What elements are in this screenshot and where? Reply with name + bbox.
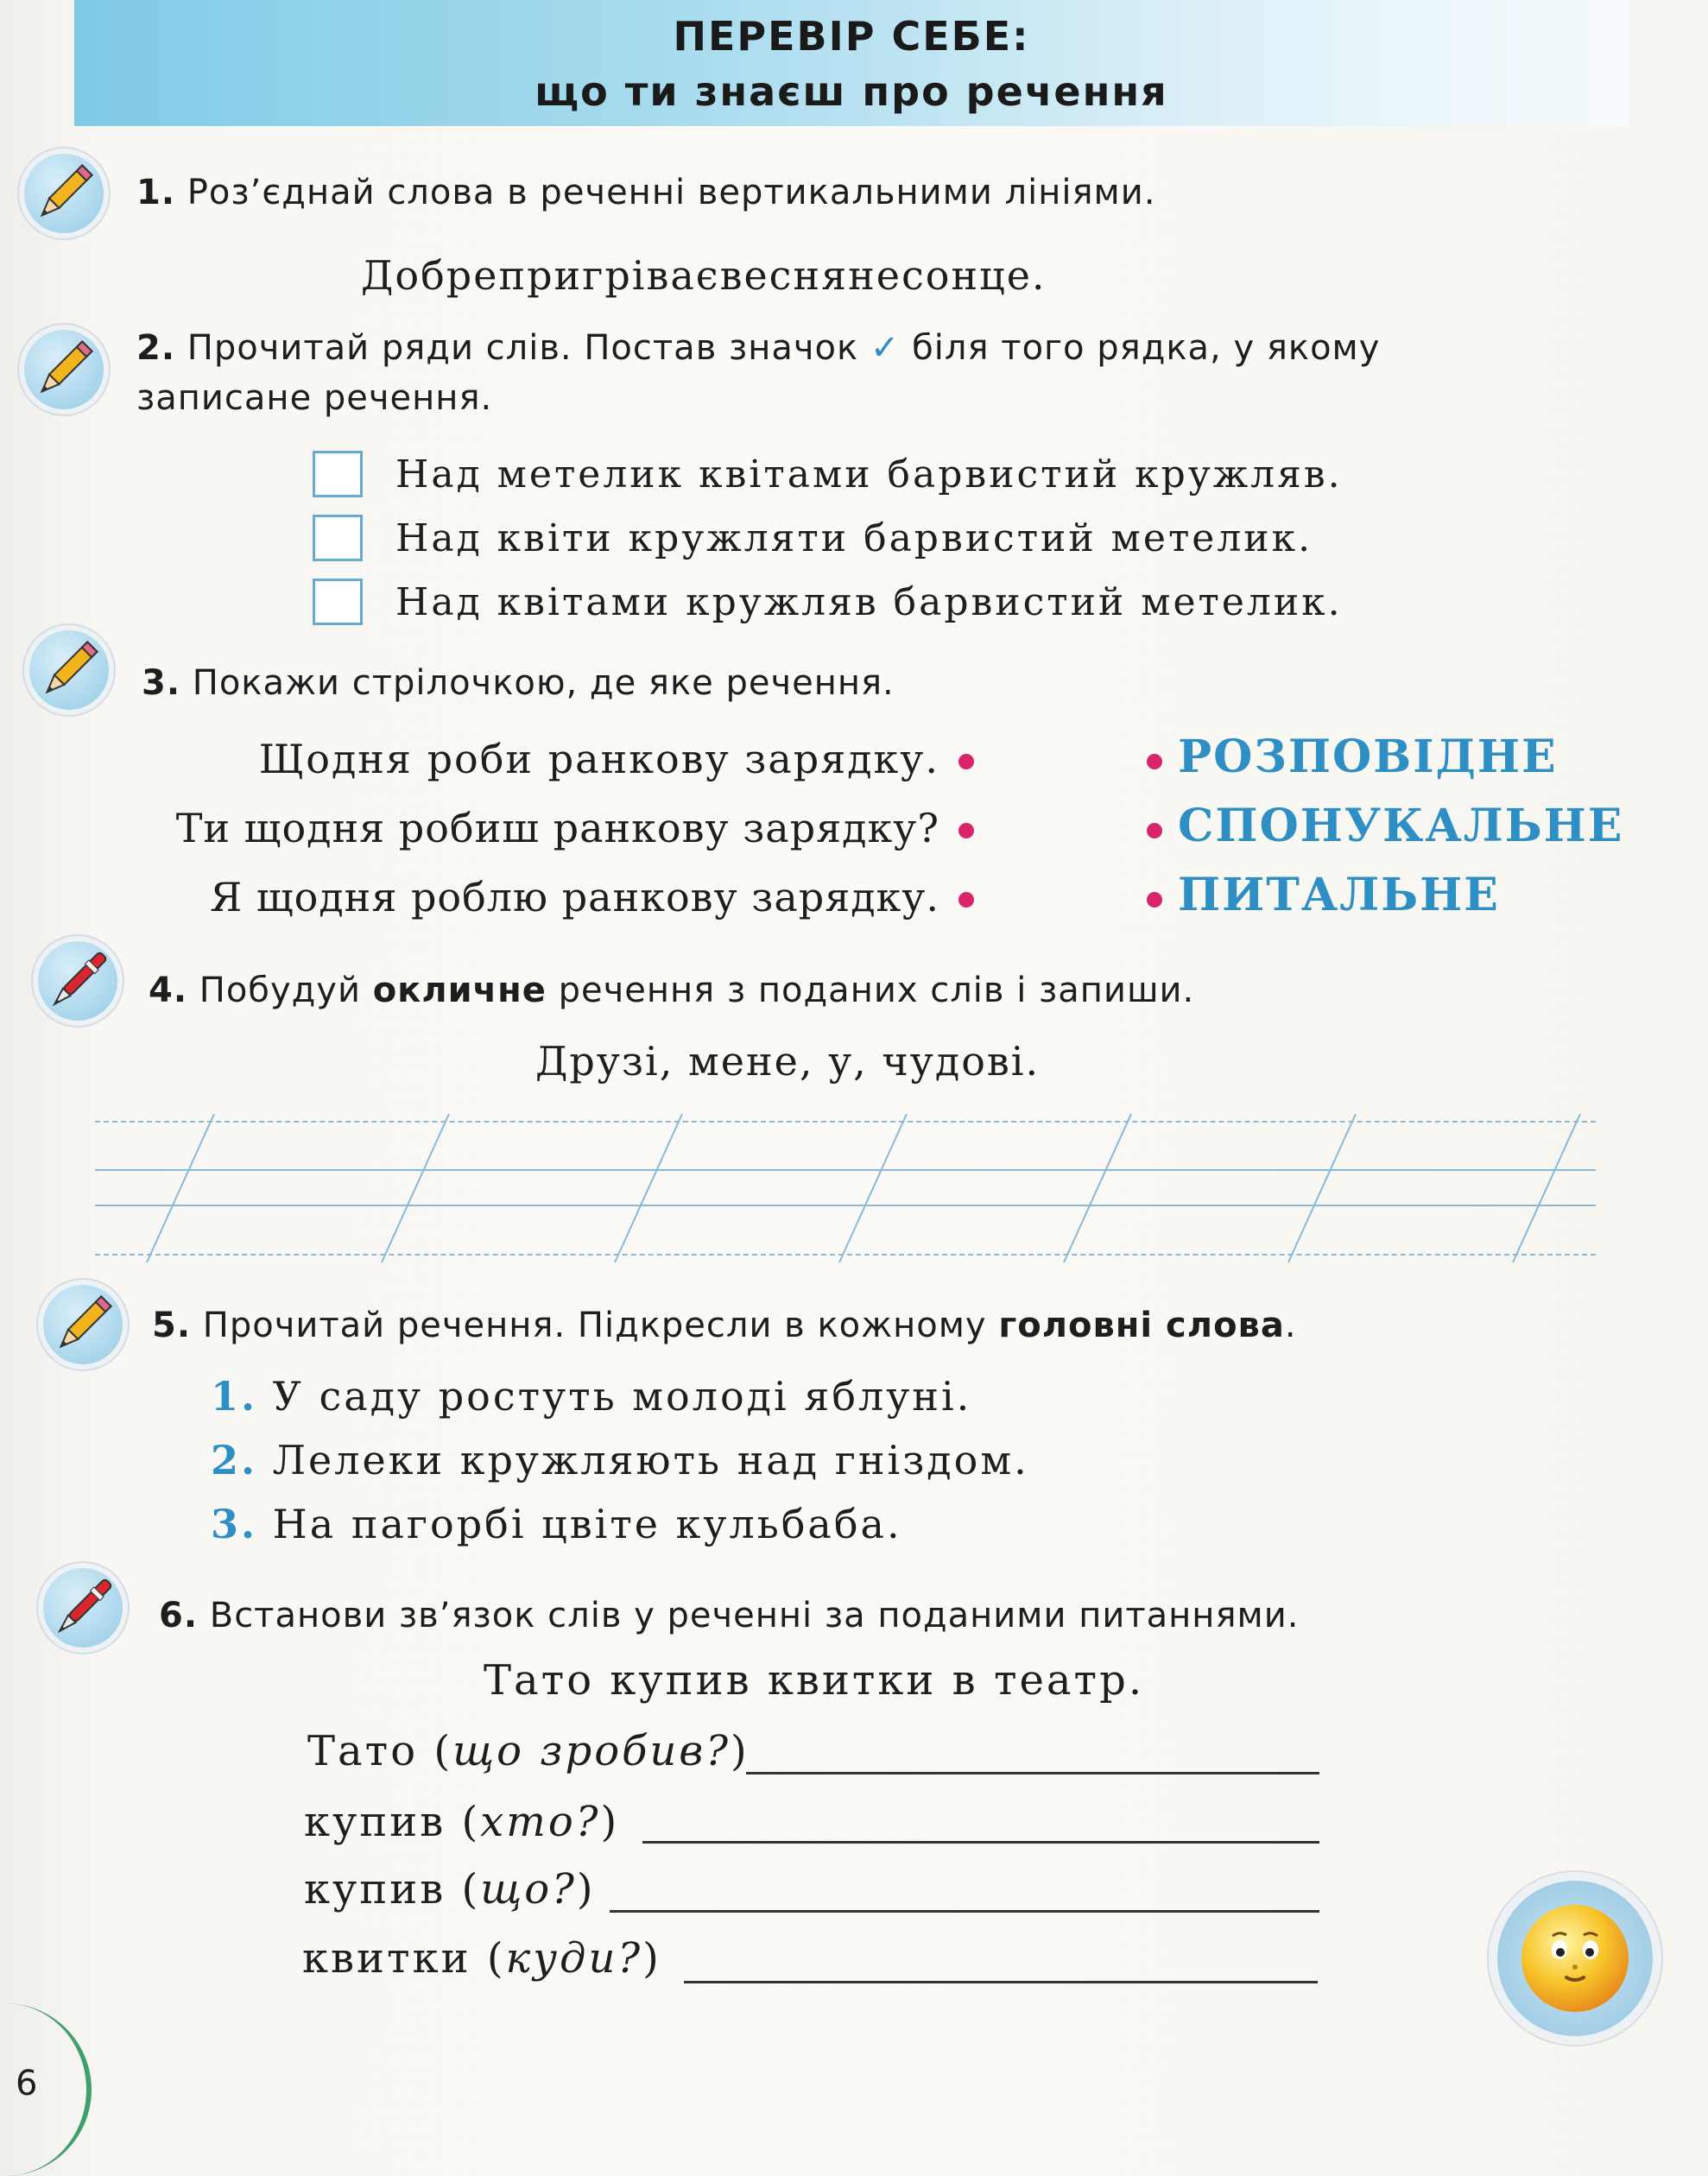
task-2-row-2: Над квіти кружляти барвистий метелик. <box>395 516 1313 560</box>
answer-line-3[interactable] <box>610 1910 1319 1913</box>
task-2-instruction-line2: записане речення. <box>136 378 493 418</box>
page-title <box>74 9 1629 119</box>
task-6-pair-1: Тато (що зробив?) <box>307 1727 750 1775</box>
task-6-instruction: 6. Встанови зв’язок слів у реченні за поданими питаннями. <box>159 1596 1300 1635</box>
pencil-icon <box>24 154 104 233</box>
task-2-row-1: Над метелик квітами барвистий кружляв. <box>395 452 1343 497</box>
task-3-left-dot-2[interactable] <box>958 823 974 838</box>
task-5-item-2: 2. Лелеки кружляють над гніздом. <box>211 1437 1029 1483</box>
task-3-sentence-2: Ти щодня робиш ранкову зарядку? <box>175 805 939 851</box>
pencil-icon <box>29 630 109 710</box>
smiley-badge <box>1497 1881 1653 2036</box>
answer-line-4[interactable] <box>684 1981 1318 1983</box>
title-line-1: ПЕРЕВІР СЕБЕ: <box>673 13 1030 60</box>
writing-slant-lines[interactable] <box>95 1114 1597 1269</box>
task-6-pair-3: купив (що?) <box>304 1865 596 1913</box>
task-3-instruction: 3. Покажи стрілочкою, де яке речення. <box>142 663 895 703</box>
pencil-icon <box>43 1285 123 1364</box>
task-3-right-dot-1[interactable] <box>1147 754 1162 769</box>
task-3-sentence-3: Я щодня роблю ранкову зарядку. <box>210 874 939 920</box>
task-1-sentence: Добрепригріваєвеснянесонце. <box>361 252 1047 299</box>
answer-line-1[interactable] <box>746 1772 1319 1774</box>
category-interrogative: ПИТАЛЬНЕ <box>1178 869 1500 921</box>
answer-line-2[interactable] <box>642 1841 1319 1844</box>
task-5-instruction: 5. Прочитай речення. Підкресли в кожному головні слова. <box>152 1306 1297 1345</box>
page-corner-arc <box>0 2003 92 2176</box>
pen-icon <box>43 1568 123 1648</box>
task-1-instruction: 1. Роз’єднай слова в реченні вертикальними лініями. <box>136 173 1156 212</box>
task-3-left-dot-3[interactable] <box>958 892 974 908</box>
page-number: 6 <box>16 2064 38 2103</box>
task-6-pair-4: квитки (куди?) <box>302 1934 661 1983</box>
task-2-row-3: Над квітами кружляв барвистий метелик. <box>395 580 1343 624</box>
smiley-icon <box>1497 1881 1653 2036</box>
task-2-instruction: 2. Прочитай ряди слів. Постав значок ✓ біля того рядка, у якому <box>136 328 1381 368</box>
task-4-instruction: 4. Побудуй окличне речення з поданих слів і запиши. <box>149 971 1195 1010</box>
checkmark-icon: ✓ <box>870 328 901 368</box>
pen-icon <box>38 941 117 1021</box>
title-line-2: що ти знаєш про речення <box>535 68 1168 115</box>
task-3-left-dot-1[interactable] <box>958 754 974 769</box>
task-5-item-1: 1. У саду ростуть молоді яблуні. <box>211 1373 972 1420</box>
category-imperative: СПОНУКАЛЬНЕ <box>1178 800 1624 852</box>
task-6-sentence: Тато купив квитки в театр. <box>484 1656 1145 1705</box>
task-4-words: Друзі, мене, у, чудові. <box>535 1038 1041 1085</box>
task-2-checkbox-3[interactable] <box>313 579 363 625</box>
pencil-icon <box>24 330 104 409</box>
task-6-pair-2: купив (хто?) <box>304 1798 620 1846</box>
task-3-right-dot-2[interactable] <box>1147 823 1162 838</box>
task-2-checkbox-2[interactable] <box>313 515 363 561</box>
task-3-sentence-1: Щодня роби ранкову зарядку. <box>258 736 939 782</box>
task-5-item-3: 3. На пагорбі цвіте кульбаба. <box>211 1501 902 1547</box>
task-2-checkbox-1[interactable] <box>313 451 363 497</box>
task-3-right-dot-3[interactable] <box>1147 892 1162 908</box>
category-narrative: РОЗПОВІДНЕ <box>1178 731 1558 783</box>
